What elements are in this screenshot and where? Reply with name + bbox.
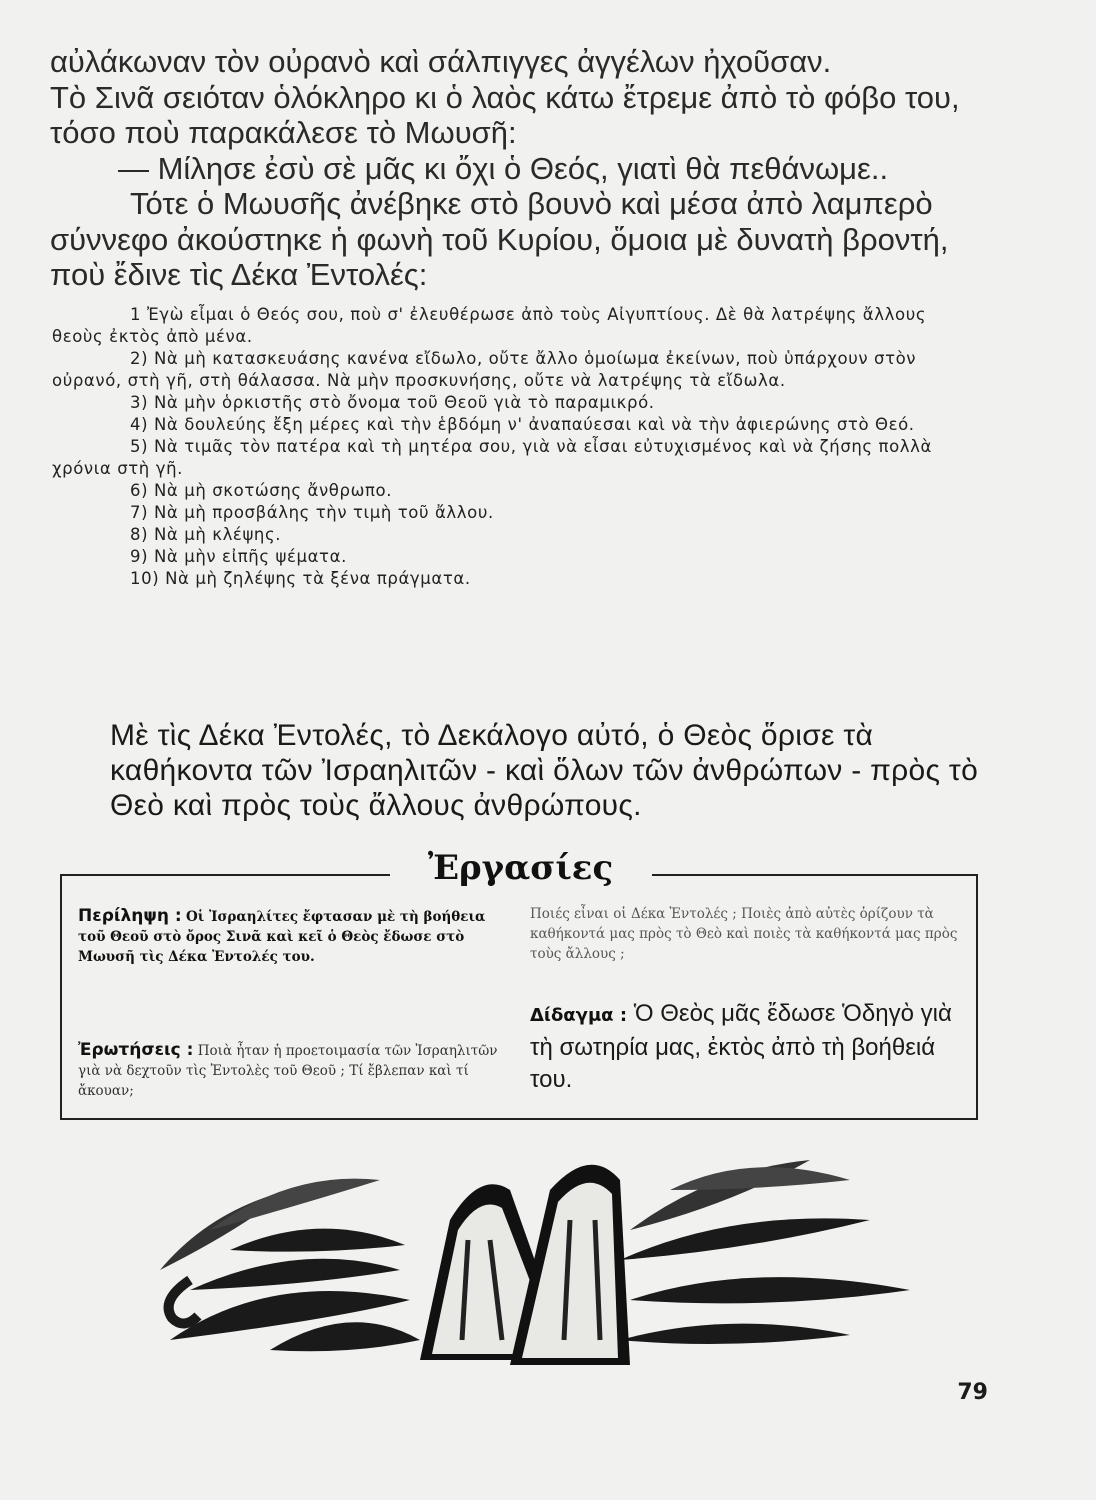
lesson-block <box>530 998 970 1096</box>
commandment-7: 7) Νὰ μὴ προσβάλης τὴν τιμὴ τοῦ ἄλλου. <box>130 503 494 522</box>
summary-block <box>78 906 512 967</box>
questions-text: Ποιὰ ἦταν ἡ προετοιμασία τῶν Ἰσραηλιτῶν γιὰ νὰ δεχτοῦν τὶς Ἐντολὲς τοῦ Θεοῦ ; Τί ἔβλεπαν καὶ τί ἄκουαν; <box>78 1043 498 1099</box>
tablets-illustration <box>150 1150 930 1380</box>
commandment-8: 8) Νὰ μὴ κλέψης. <box>130 525 282 544</box>
page-number: 79 <box>957 1380 988 1405</box>
intro-paragraph-1: αὐλάκωναν τὸν οὐρανὸ καὶ σάλπιγγες ἀγγέλων ἠχοῦσαν. <box>50 44 832 79</box>
review-questions: Ποιές εἶναι οἱ Δέκα Ἐντολές ; Ποιὲς ἀπὸ αὐτὲς ὁρίζουν τὰ καθήκοντά μας πρὸς τὸ Θεὸ καὶ ποιὲς τὰ καθήκοντά μας πρὸς τοὺς ἄλλους ; <box>530 906 958 962</box>
intro-text <box>50 44 990 293</box>
commandment-1: 1 Ἐγὼ εἶμαι ὁ Θεός σου, ποὺ σ' ἐλευθέρωσε ἀπὸ τοὺς Αἰγυπτίους. Δὲ θὰ λατρέψης ἄλλους θεοὺς ἐκτὸς ἀπὸ μένα. <box>52 305 927 346</box>
intro-paragraph-3: Τότε ὁ Μωυσῆς ἀνέβηκε στὸ βουνὸ καὶ μέσα ἀπὸ λαμπερὸ σύννεφο ἀκούστηκε ἡ φωνὴ τοῦ Κυρίου, ὅμοια μὲ δυνατὴ βροντή, ποὺ ἔδινε τὶς Δέκα Ἐντολές: <box>50 186 949 292</box>
commandment-9: 9) Νὰ μὴν εἰπῆς ψέματα. <box>130 547 347 566</box>
commandments-list <box>52 304 982 590</box>
questions-block <box>78 1040 512 1101</box>
lesson-label: Δίδαγμα : <box>530 1005 628 1026</box>
foliage-left <box>160 1179 420 1352</box>
commandment-3: 3) Νὰ μὴν ὁρκιστῆς στὸ ὄνομα τοῦ Θεοῦ γιὰ τὸ παραμικρό. <box>130 393 655 412</box>
exercises-heading: Ἐργασίες <box>427 848 614 888</box>
commandment-5: 5) Νὰ τιμᾶς τὸν πατέρα καὶ τὴ μητέρα σου, γιὰ νὰ εἶσαι εὐτυχισμένος καὶ νὰ ζήσης πολλὰ χρόνια στὴ γῆ. <box>52 437 932 478</box>
commandment-6: 6) Νὰ μὴ σκοτώσης ἄνθρωπο. <box>130 481 393 500</box>
staff-icon <box>169 1280 198 1324</box>
summary-label: Περίληψη : <box>78 906 182 926</box>
intro-quote: — Μίλησε ἐσὺ σὲ μᾶς κι ὄχι ὁ Θεός, γιατὶ θὰ πεθάνωμε.. <box>118 150 889 186</box>
commandment-10: 10) Νὰ μὴ ζηλέψης τὰ ξένα πράγματα. <box>130 569 471 588</box>
commandment-4: 4) Νὰ δουλεύης ἔξη μέρες καὶ τὴν ἑβδόμη ν' ἀναπαύεσαι καὶ νὰ τὴν ἀφιερώνης στὸ Θεό. <box>130 415 915 434</box>
foliage-right <box>620 1160 910 1344</box>
tablets-icon <box>420 1165 630 1365</box>
commandment-2: 2) Νὰ μὴ κατασκευάσης κανένα εἴδωλο, οὔτε ἄλλο ὁμοίωμα ἐκείνων, ποὺ ὑπάρχουν στὸν οὐρανό, στὴ γῆ, στὴ θάλασσα. Νὰ μὴν προσκυνήσης, οὔτε νὰ λατρέψης τὰ εἴδωλα. <box>52 349 917 390</box>
questions-label: Ἐρωτήσεις : <box>78 1040 194 1060</box>
lesson-text: Ὁ Θεὸς μᾶς ἔδωσε Ὁδηγὸ γιὰ τὴ σωτηρία μας, ἐκτὸς ἀπὸ τὴ βοήθειά του. <box>530 1000 952 1093</box>
summary-text: Οἱ Ἰσραηλίτες ἔφτασαν μὲ τὴ βοήθεια τοῦ Θεοῦ στὸ ὄρος Σινᾶ καὶ κεῖ ὁ Θεὸς ἔδωσε στὸ Μωυσῆ τὶς Δέκα Ἐντολές του. <box>78 909 486 965</box>
intro-paragraph-2: Τὸ Σινᾶ σειόταν ὁλόκληρο κι ὁ λαὸς κάτω ἔτρεμε ἀπὸ τὸ φόβο του, τόσο ποὺ παρακάλεσε τὸ Μωυσῆ: <box>50 79 960 150</box>
conclusion-paragraph: Μὲ τὶς Δέκα Ἐντολές, τὸ Δεκάλογο αὐτό, ὁ Θεὸς ὅρισε τὰ καθήκοντα τῶν Ἰσραηλιτῶν - καὶ ὅλων τῶν ἀνθρώπων - πρὸς τὸ Θεὸ καὶ πρὸς τοὺς ἄλλους ἀνθρώπους. <box>110 719 979 822</box>
